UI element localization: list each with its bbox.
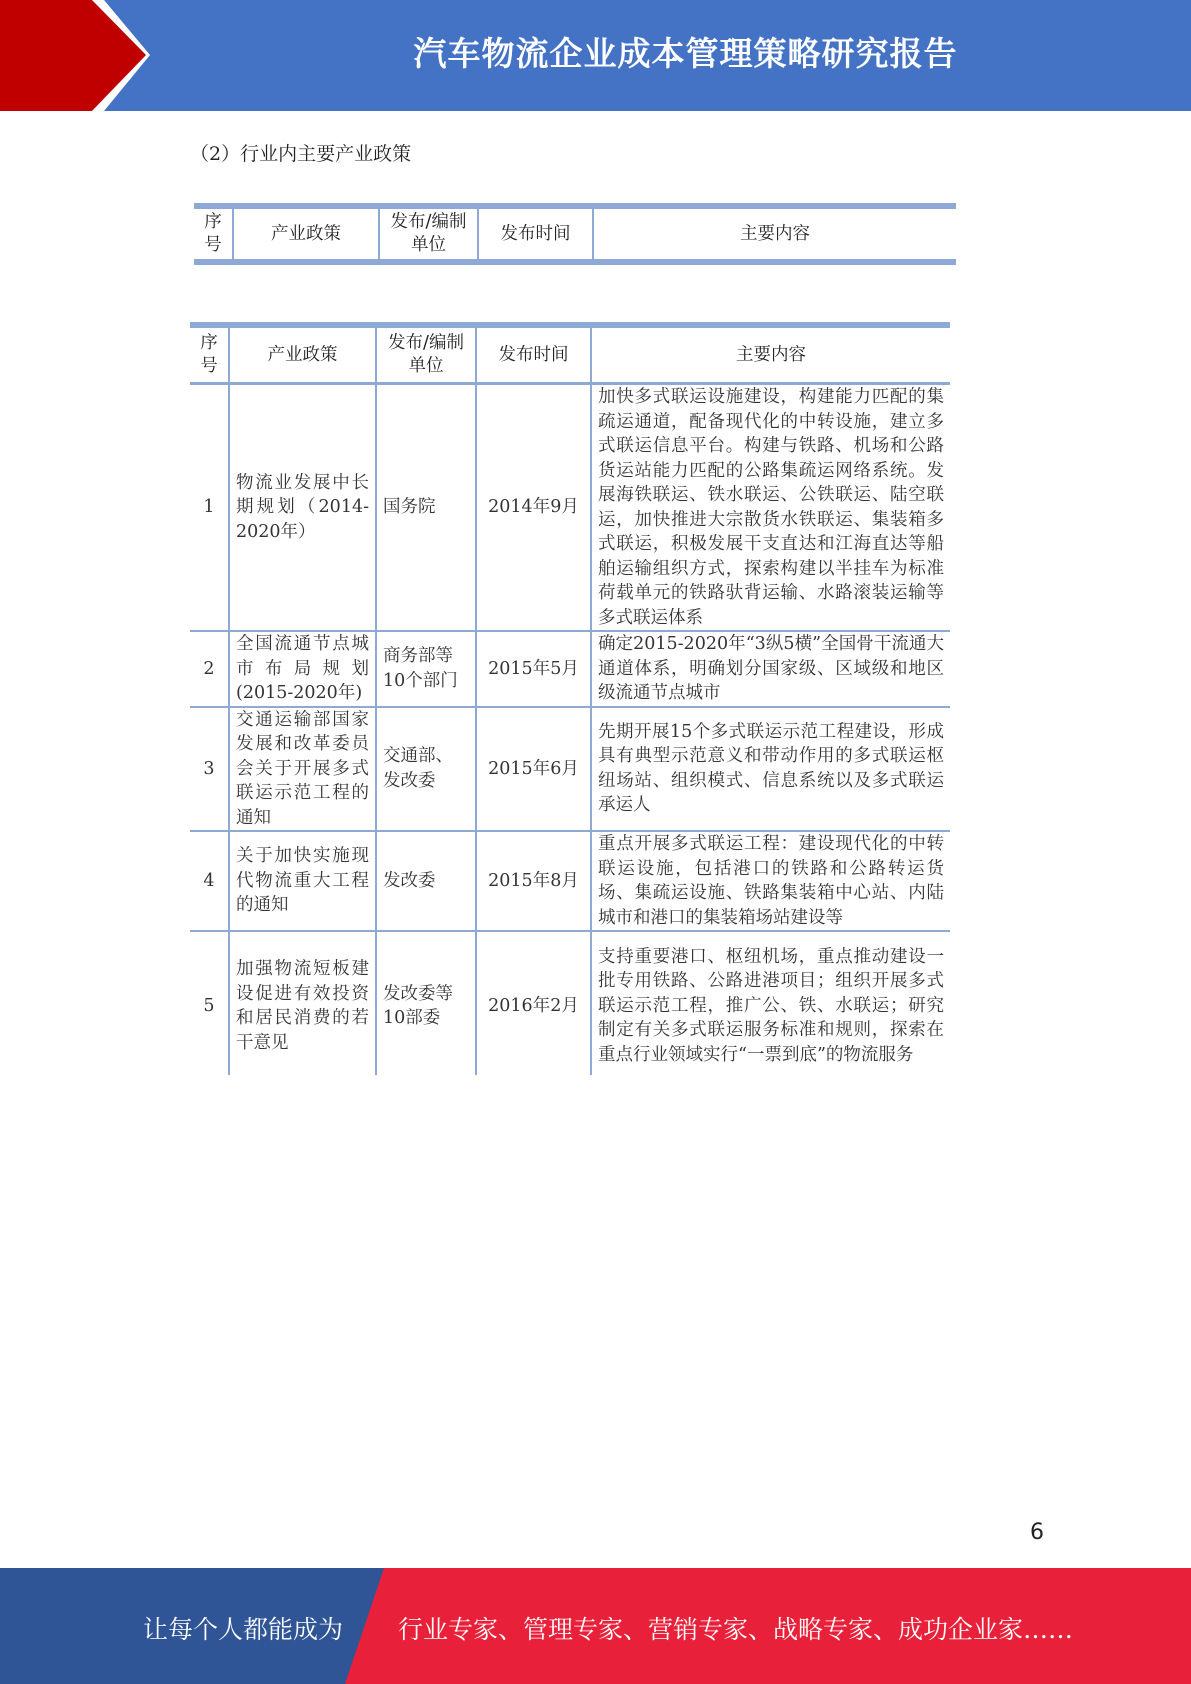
cell-content: 重点开展多式联运工程：建设现代化的中转联运设施，包括港口的铁路和公路转运货场、集疏运设施、铁路集装箱中心站、内陆城市和港口的集装箱场站建设等	[591, 831, 950, 931]
header-issuer: 发布/编制单位	[379, 206, 478, 262]
cell-policy: 关于加快实施现代物流重大工程的通知	[229, 831, 376, 931]
cell-num: 3	[190, 707, 229, 832]
table-row	[190, 831, 950, 931]
policy-table	[190, 322, 950, 1075]
cell-issuer: 发改委等10部委	[376, 931, 476, 1075]
footer-slogan-left: 让每个人都能成为	[143, 1615, 344, 1644]
section-heading: （2）行业内主要产业政策	[190, 143, 412, 165]
cell-date: 2015年5月	[476, 631, 591, 707]
header-policy: 产业政策	[229, 325, 376, 384]
cell-issuer: 国务院	[376, 384, 476, 632]
cell-content: 先期开展15个多式联运示范工程建设，形成具有典型示范意义和带动作用的多式联运枢纽场站、组织模式、信息系统以及多式联运承运人	[591, 707, 950, 832]
cell-policy: 加强物流短板建设促进有效投资和居民消费的若干意见	[229, 931, 376, 1075]
footer-slogan-right: 行业专家、管理专家、营销专家、战略专家、成功企业家……	[398, 1615, 1074, 1644]
cell-content: 确定2015-2020年“3纵5横”全国骨干流通大通道体系，明确划分国家级、区域级和地区级流通节点城市	[591, 631, 950, 707]
cell-content: 支持重要港口、枢纽机场，重点推动建设一批专用铁路、公路进港项目；组织开展多式联运示范工程，推广公、铁、水联运；研究制定有关多式联运服务标准和规则，探索在重点行业领域实行“一票到底”的物流服务	[591, 931, 950, 1075]
cell-policy: 物流业发展中长期规划（2014-2020年）	[229, 384, 376, 632]
page-number: 6	[1030, 1520, 1044, 1545]
cell-date: 2015年6月	[476, 707, 591, 832]
table-row	[190, 384, 950, 632]
cell-issuer: 商务部等10个部门	[376, 631, 476, 707]
cell-issuer: 发改委	[376, 831, 476, 931]
header-date: 发布时间	[476, 325, 591, 384]
header-content: 主要内容	[593, 206, 956, 262]
table-row	[190, 707, 950, 832]
table-row	[190, 931, 950, 1075]
cell-content: 加快多式联运设施建设，构建能力匹配的集疏运通道，配备现代化的中转设施，建立多式联运信息平台。构建与铁路、机场和公路货运站能力匹配的公路集疏运网络系统。发展海铁联运、铁水联运、公铁联运、陆空联运，加快推进大宗散货水铁联运、集装箱多式联运，积极发展干支直达和江海直达等船舶运输组织方式，探索构建以半挂车为标准荷载单元的铁路驮背运输、水路滚装运输等多式联运体系	[591, 384, 950, 632]
cell-num: 1	[190, 384, 229, 632]
cell-policy: 全国流通节点城市布局规划(2015-2020年)	[229, 631, 376, 707]
report-title: 汽车物流企业成本管理策略研究报告	[413, 34, 958, 73]
header-num: 序号	[190, 325, 229, 384]
cell-policy: 交通运输部国家发展和改革委员会关于开展多式联运示范工程的通知	[229, 707, 376, 832]
cell-issuer: 交通部、发改委	[376, 707, 476, 832]
header-content: 主要内容	[591, 325, 950, 384]
cell-num: 4	[190, 831, 229, 931]
footer-banner	[0, 1568, 1191, 1684]
cell-num: 2	[190, 631, 229, 707]
header-date: 发布时间	[478, 206, 593, 262]
table-row	[190, 631, 950, 707]
cell-date: 2015年8月	[476, 831, 591, 931]
cell-num: 5	[190, 931, 229, 1075]
cell-date: 2016年2月	[476, 931, 591, 1075]
header-num: 序号	[194, 206, 233, 262]
table-header-row	[190, 325, 950, 384]
header-policy: 产业政策	[233, 206, 379, 262]
cell-date: 2014年9月	[476, 384, 591, 632]
header-issuer: 发布/编制单位	[376, 325, 476, 384]
